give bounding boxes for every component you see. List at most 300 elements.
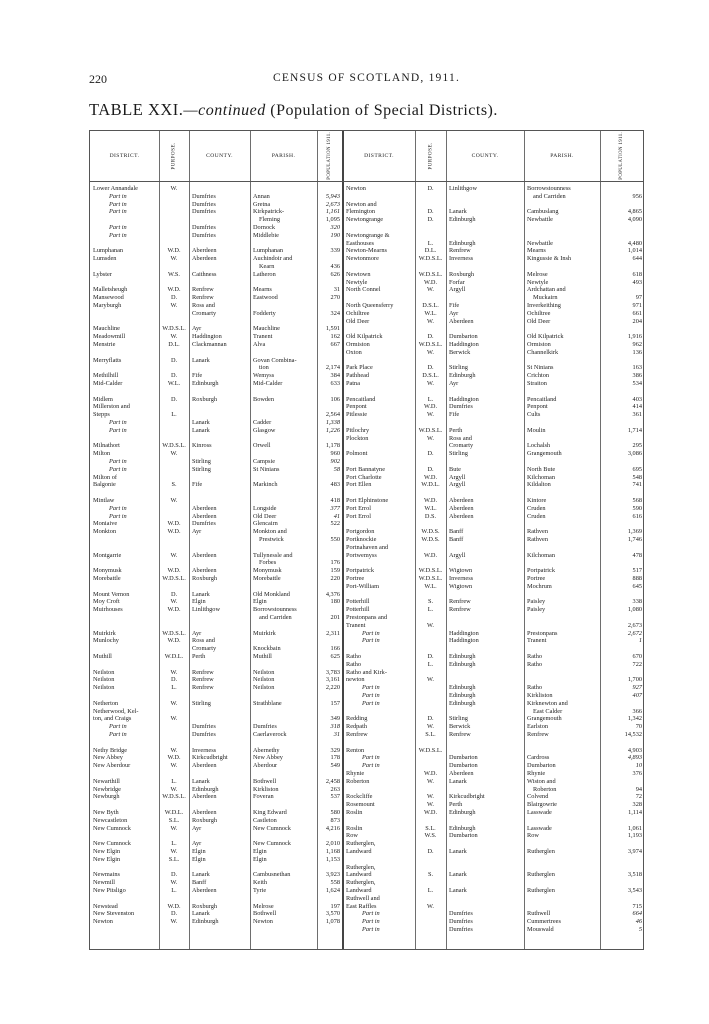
population-cell: 58 [333,465,340,473]
parish-cell: Moulin [527,426,546,434]
table-title [89,100,498,120]
purpose-cell: W.D. [167,528,181,536]
population-cell: 5 [638,926,642,933]
purpose-cell: D.L. [168,341,180,348]
county-cell: Lanark [449,777,467,785]
population-cell: 201 [330,614,340,621]
parish-cell: Rutherglen [527,848,555,855]
population-cell: 376 [632,770,642,777]
population-cell: 1,916 [627,333,642,341]
purpose-cell: D. [427,208,434,216]
county-cell: Edinburgh [449,653,476,660]
district-cell: Moniaive [93,520,118,528]
header-district: DISTRICT. [364,153,394,159]
population-cell: 3,161 [325,676,340,684]
district-cell: Newmains [93,871,120,879]
parish-cell: Mid-Calder [253,380,283,387]
purpose-cell: W. [170,333,178,341]
district-cell: Part in [109,224,127,231]
county-cell: Lanark [192,910,210,918]
district-cell: New Abbey [93,754,123,762]
purpose-cell: D. [427,333,434,341]
population-cell: 220 [330,575,340,582]
parish-cell: Rutherglen [527,871,555,879]
population-cell: 180 [330,598,340,606]
header-district: DISTRICT. [109,153,140,159]
county-cell: Dumbarton [449,754,478,762]
parish-cell: Mearns [527,247,546,255]
population-cell: 522 [330,520,340,528]
county-cell: Wigtown [449,567,473,575]
purpose-cell: D. [170,910,178,918]
county-cell: Argyll [449,481,466,489]
district-cell: Port Elphinstone [346,497,389,504]
district-cell: Newtonmore [346,255,379,263]
district-cell: Newtongrange & [346,231,390,239]
district-cell: Newmill [93,879,116,887]
header-county: COUNTY. [471,153,499,159]
purpose-cell: D. [170,676,178,684]
district-cell: Part in [109,192,127,200]
parish-cell: Alva [253,341,266,348]
purpose-cell: L. [171,411,177,419]
parish-cell: Foveran [253,793,274,801]
population-cell: 136 [632,348,642,356]
district-cell: Portpatrick [346,567,374,575]
purpose-cell: D. [170,871,178,879]
parish-cell: Crichton [527,372,550,380]
district-cell: Netherton [93,699,119,707]
population-cell: 626 [330,270,340,278]
county-cell: Renfrew [449,598,471,606]
parish-cell: Melrose [253,902,274,910]
county-cell: Renfrew [192,668,214,676]
parish-cell: Glasgow [253,426,276,434]
county-cell: Haddington [449,629,479,637]
district-cell: Mauchline [93,325,120,333]
district-cell: New Elgin [93,848,121,855]
county-cell: Linlithgow [192,606,220,614]
district-cell: Old Deer [346,317,370,325]
county-cell: Argyll [449,551,466,559]
county-cell: Roxburgh [192,816,218,824]
parish-cell: Mauchline [253,325,280,333]
county-cell: Elgin [192,598,206,606]
county-cell: Dumfries [449,918,473,926]
purpose-cell: W. [427,348,434,356]
population-cell: 31 [333,286,340,294]
county-cell: Perth [192,653,206,660]
purpose-cell: W. [170,450,178,458]
county-cell: Aberdeen [192,567,217,575]
county-cell: Ross and [192,302,215,309]
purpose-cell: W. [170,302,178,309]
parish-cell: Lasswade [527,824,552,832]
parish-cell: Neilston [253,676,275,684]
district-cell: New Cumnock [93,840,131,848]
parish-cell: Newtyle [527,278,549,286]
district-cell: Polmont [346,450,368,458]
county-cell: Lanark [192,426,210,434]
purpose-cell: W.D.S.L. [418,567,443,575]
parish-cell: Roberton [533,785,557,793]
population-cell: 41 [333,512,340,520]
county-cell: Dumbarton [449,832,478,840]
district-cell: Newton and [346,200,377,208]
purpose-cell: W. [427,777,434,785]
population-cell: 403 [632,395,642,403]
header-purpose: PURPOSE. [171,142,177,170]
purpose-cell: W.D. [423,278,438,286]
county-cell: Ross and [449,434,472,442]
district-cell: Rutherglen, [346,840,376,848]
county-cell: Dumfries [192,731,216,738]
county-cell: Edinburgh [449,372,476,380]
district-cell: Port Ellen [346,481,372,489]
purpose-cell: D. [170,395,178,403]
county-cell: Lanark [192,356,210,364]
district-cell: Part in [109,723,127,731]
parish-cell: Middlebie [253,231,279,239]
parish-cell: Rathven [527,528,548,536]
column-rule [446,131,447,949]
population-cell: 971 [632,302,642,309]
population-cell: 2,673 [627,621,642,629]
purpose-cell: W.D.S.L. [162,442,186,450]
district-cell: Ochiltree [346,309,370,317]
district-cell: Part in [109,419,127,426]
purpose-cell: W. [170,824,178,832]
table-divider [342,131,344,949]
population-cell: 960 [330,450,340,458]
purpose-cell: D. [170,372,178,380]
population-cell: 633 [330,380,340,387]
parish-cell: and Carriden [259,614,292,621]
county-cell: Haddington [449,341,479,348]
population-cell: 1,014 [627,247,642,255]
purpose-cell: D. [427,364,434,372]
population-cell: 618 [632,270,642,278]
district-cell: Malletsheugh [93,286,128,294]
purpose-cell: W. [170,255,178,263]
purpose-cell: L. [427,887,434,894]
district-cell: Pencaitland [346,395,376,403]
district-cell: Part in [362,699,380,707]
district-cell: Prestonpans and [346,614,388,621]
population-cell: 664 [632,910,642,918]
purpose-cell: S. [427,598,434,606]
district-cell: Flemington [346,208,376,216]
header-population: POPULATION 1911. [619,132,625,180]
county-cell: Roxburgh [449,270,475,278]
district-cell: Munlochy [93,637,119,645]
purpose-cell: W. [170,879,178,887]
parish-cell: Kirkliston [527,692,553,699]
purpose-cell: W. [170,715,178,723]
population-cell: 270 [330,294,340,302]
purpose-cell: W.L. [424,309,437,317]
county-cell: Dumfries [449,403,473,411]
population-cell: 1,161 [325,208,340,216]
county-cell: Dumfries [192,723,216,731]
population-cell: 4,376 [325,590,340,598]
population-cell: 590 [632,504,642,512]
county-cell: Perth [449,801,463,809]
population-cell: 715 [632,902,642,910]
district-cell: North Connel [346,286,381,294]
county-cell: Renfrew [449,731,471,738]
population-cell: 927 [632,684,642,692]
district-cell: Merryflatts [93,356,122,364]
parish-cell: Mearns [253,286,272,294]
county-cell: Bute [449,465,461,473]
purpose-cell: W.L. [424,504,437,512]
county-cell: Renfrew [192,676,214,684]
district-cell: Newton [93,918,113,926]
district-cell: Muthill [93,653,112,660]
district-cell: Part in [109,465,127,473]
county-cell: Stirling [449,364,468,372]
district-cell: Newtyle [346,278,368,286]
county-cell: Roxburgh [192,575,218,582]
population-cell: 1,700 [627,676,642,684]
population-cell: 10 [635,762,642,770]
district-cell: New Aberdour [93,762,131,770]
population-cell: 106 [330,395,340,403]
column-rule [189,131,190,949]
district-cell: Morebattle [93,575,121,582]
parish-cell: Ochiltree [527,309,551,317]
purpose-cell: S. [427,871,434,879]
purpose-cell: W. [170,918,178,926]
purpose-cell: W.L. [167,380,181,387]
population-cell: 166 [330,645,340,653]
county-cell: Aberdeen [192,247,217,255]
county-cell: Fife [449,411,460,419]
parish-cell: Elgin [253,848,267,855]
parish-cell: Rutherglen [527,887,555,894]
county-cell: Dumfries [192,208,216,216]
purpose-cell: W.S. [424,832,437,840]
population-cell: 3,923 [325,871,340,879]
parish-cell: Monymusk [253,567,282,575]
district-cell: Portree [346,575,365,582]
population-cell: 550 [330,536,340,543]
district-cell: Newton [346,185,366,192]
parish-cell: Melrose [527,270,548,278]
county-cell: Aberdeen [192,809,217,816]
population-cell: 157 [330,699,340,707]
purpose-cell: D.S. [424,512,437,520]
purpose-cell: W. [170,762,178,770]
county-cell: Renfrew [192,294,214,302]
purpose-cell: D. [427,216,434,224]
population-cell: 2,458 [325,777,340,785]
district-cell: Midlem [93,395,113,403]
parish-cell: Paisley [527,606,546,614]
county-cell: Kirkcudbright [449,793,485,801]
district-cell: New Elgin [93,855,121,863]
district-cell: Part in [362,926,380,933]
district-cell: Pathhead [346,372,370,380]
district-cell: Roberton [346,777,370,785]
population-cell: 339 [330,247,340,255]
county-cell: Clackmannan [192,341,227,348]
district-cell: newton [346,676,365,684]
purpose-cell: S. [171,481,177,489]
population-cell: 888 [632,575,642,582]
county-cell: Inverness [192,746,217,754]
purpose-cell: W.D.S.L. [162,629,186,637]
district-cell: Ratho [346,653,362,660]
header-parish: PARISH. [271,153,296,159]
parish-cell: Cadder [253,419,272,426]
county-cell: Berwick [449,348,471,356]
parish-cell: Dumbarton [527,762,556,770]
population-cell: 2,311 [326,629,340,637]
purpose-cell: W.D.S.L. [418,341,443,348]
population-cell: 722 [632,660,642,668]
district-cell: Penpont [346,403,367,411]
parish-cell: Earlston [527,723,548,731]
district-cell: Muirhouses [93,606,123,614]
population-cell: 741 [632,481,642,489]
county-cell: Lanark [192,871,210,879]
county-cell: Kinross [192,442,212,450]
running-head [89,72,644,88]
parish-cell: Colvend [527,793,549,801]
district-cell: Mansewood [93,294,124,302]
population-cell: 625 [330,653,340,660]
population-cell: 2,564 [325,411,340,419]
county-cell: Aberdeen [449,504,474,512]
population-cell: 3,518 [627,871,642,879]
district-cell: Menstrie [93,341,116,348]
population-cell: 349 [330,715,340,723]
parish-cell: Borrowstounness [253,606,297,614]
purpose-cell: W.D.S.L. [162,575,186,582]
county-cell: Cromarty [192,309,217,317]
parish-cell: Grangemouth [527,715,562,723]
county-cell: Edinburgh [449,809,476,816]
county-cell: Edinburgh [449,660,476,668]
parish-cell: Straiton [527,380,547,387]
county-cell: Dumbarton [449,762,478,770]
population-cell: 478 [632,551,642,559]
population-cell: 418 [330,497,340,504]
population-cell: 902 [330,458,340,465]
population-cell: 163 [632,364,642,372]
population-cell: 414 [632,403,642,411]
parish-cell: Blairgowrie [527,801,557,809]
county-cell: Haddington [449,395,479,403]
county-cell: Ayr [449,380,459,387]
county-cell: Aberdeen [449,512,474,520]
district-cell: Roslin [346,809,363,816]
population-cell: 645 [632,582,642,590]
purpose-cell: W.D.S. [421,536,440,543]
county-cell: Renfrew [449,606,471,614]
purpose-cell: W.D. [167,247,181,255]
parish-cell: Caerlaverock [253,731,287,738]
county-cell: Lanark [449,887,467,894]
parish-cell: Bothwell [253,777,277,785]
purpose-cell: W.D.S.L. [418,270,443,278]
parish-cell: Newbattle [527,239,553,247]
parish-cell: East Calder [533,707,563,715]
county-cell: Edinburgh [449,216,476,224]
district-cell: Part in [362,684,380,692]
population-cell: 517 [632,567,642,575]
purpose-cell: D. [427,715,434,723]
purpose-cell: W. [170,185,178,192]
district-cell: Rutherglen, [346,879,376,887]
district-cell: Part in [362,637,380,645]
county-cell: Caithness [192,270,217,278]
county-cell: Edinburgh [192,785,219,793]
district-cell: Moy Croft [93,598,120,606]
population-cell: 3,783 [325,668,340,676]
purpose-cell: D. [170,294,178,302]
population-cell: 644 [632,255,642,263]
county-cell: Inverness [449,255,474,263]
parish-cell: Longside [253,504,277,512]
county-cell: Roxburgh [192,902,218,910]
purpose-cell: W.D. [423,497,438,504]
county-cell: Aberdeen [449,497,474,504]
district-cell: Part in [109,208,127,216]
population-cell: 956 [632,192,642,200]
county-cell: Aberdeen [192,762,217,770]
parish-cell: Latheron [253,270,276,278]
population-cell: 1,624 [325,887,340,894]
purpose-cell: W.D. [167,520,181,528]
population-cell: 14,532 [624,731,642,738]
district-cell: Patna [346,380,360,387]
district-cell: Port Charlotte [346,473,382,481]
parish-cell: Old Deer [253,512,277,520]
district-cell: Milnathort [93,442,120,450]
purpose-cell: W. [170,848,178,855]
purpose-cell: W.D. [167,567,181,575]
purpose-cell: W.D.S.L. [418,426,443,434]
county-cell: Haddington [192,333,222,341]
purpose-cell: D. [427,465,434,473]
purpose-cell: L. [427,395,434,403]
county-cell: Kirkcudbright [192,754,228,762]
parish-cell: Wiston and [527,777,556,785]
county-cell: Lanark [449,871,467,879]
parish-cell: Knockbain [253,645,281,653]
district-cell: Part in [362,910,380,918]
parish-cell: New Cumnock [253,824,291,832]
parish-cell: Muthill [253,653,272,660]
parish-cell: Prestwick [259,536,284,543]
purpose-cell: W. [427,317,434,325]
parish-cell: Elgin [253,598,267,606]
district-cell: Portknockie [346,536,377,543]
county-cell: Inverness [449,575,474,582]
district-cell: Redding [346,715,368,723]
county-cell: Lanark [449,848,467,855]
purpose-cell: S.L. [425,824,436,832]
parish-cell: Renfrew [527,731,549,738]
population-cell: 320 [330,224,340,231]
purpose-cell: L. [427,239,434,247]
district-cell: Port Errol [346,512,372,520]
parish-cell: Kilchoman [527,473,555,481]
county-cell: Edinburgh [449,239,476,247]
